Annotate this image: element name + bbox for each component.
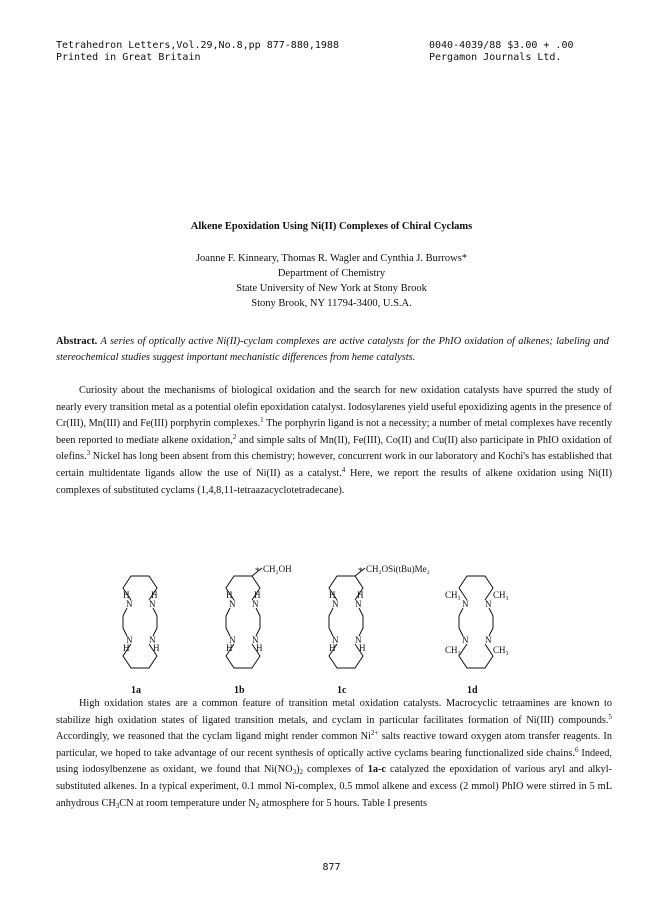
reference-3: 3: [86, 449, 91, 458]
text-run: salts reactive toward oxygen atom transfer reagents. In particular, we hoped to take advantage of our recent synthesis of optically active cyclams bearing functionalized side chains.: [56, 731, 613, 759]
text-run: High oxidation states are a common feature of transition metal oxidation catalysts. Macrocyclic tetraamines are known to stabilize high oxidation states of ligated transition metals, and cyclam in particular facilitates formation of Ni(III) compounds.: [56, 698, 612, 726]
department: Department of Chemistry: [277, 268, 386, 279]
compound-label-1a: 1a: [131, 685, 141, 696]
ch3-group: CH₃: [493, 645, 509, 655]
n-atom: N: [355, 599, 362, 609]
h-atom: H: [151, 590, 158, 600]
text-run: Accordingly, we reasoned that the cyclam ligand might render common Ni: [56, 731, 371, 743]
reference-4: 4: [341, 465, 346, 474]
subscript: 3: [292, 768, 297, 777]
author-names: Joanne F. Kinneary, Thomas R. Wagler and Cynthia J. Burrows*: [195, 253, 468, 264]
h-atom: H: [357, 590, 364, 600]
h-atom: H: [329, 590, 336, 600]
text-run: Nickel has long been absent from this chemistry; however, concurrent work in our laboratory and Kochi's has established that certain multidentate ligands allow the use of Ni(II) as a catalyst.: [56, 451, 612, 479]
university: State University of New York at Stony Brook: [236, 283, 427, 294]
text-run: Indeed, using iodosylbenzene as oxidant, we found that Ni(NO: [56, 747, 612, 776]
h-atom: H: [254, 590, 261, 600]
text-run: The porphyrin ligand is not a necessity; a number of metal complexes have recently been reported to mediate alkene oxidation,: [56, 418, 612, 446]
n-atom: N: [149, 599, 156, 609]
h-atom: H: [359, 643, 366, 653]
running-header-right: [429, 40, 574, 64]
n-atom: N: [332, 599, 339, 609]
stereocenter-star: *: [255, 566, 260, 576]
n-atom: N: [462, 635, 469, 645]
text-run: and simple salts of Mn(II), Fe(III), Co(II) and Cu(II) also participate in PhIO oxidation of olefins.: [56, 434, 612, 463]
nickel-charge: 2+: [370, 729, 379, 738]
text-run: CN at room temperature under N: [119, 797, 256, 809]
n-atom: N: [229, 635, 236, 645]
reference-6: 6: [574, 745, 579, 754]
author-block: [0, 251, 663, 311]
abstract-text: A series of optically active Ni(II)-cyclam complexes are active catalysts for the PhIO oxidation of alkenes; labeling and stereochemical studies suggest important mechanistic differences from heme catalysts.: [56, 336, 609, 363]
ch2osi-substituent: CH₂OSi(tBu)Me₂: [366, 564, 430, 574]
nh-atom: H: [123, 590, 130, 600]
n-atom: N: [252, 599, 259, 609]
n-atom: N: [252, 635, 259, 645]
compound-label-1b: 1b: [234, 685, 245, 696]
stereocenter-star: *: [358, 566, 363, 576]
ch3-group: CH₃: [493, 590, 509, 600]
structure-1d: [459, 576, 493, 668]
abstract: [56, 334, 609, 365]
h-atom: H: [226, 643, 233, 653]
n-atom: N: [355, 635, 362, 645]
structure-1c: [329, 568, 365, 668]
printed-location: Printed in Great Britain: [56, 52, 201, 63]
reference-5: 5: [608, 712, 612, 721]
text-run: atmosphere for 5 hours. Table I presents: [259, 797, 427, 809]
ch3-group: CH₃: [445, 645, 461, 655]
compound-ref: 1a-c: [367, 764, 386, 776]
n-atom: N: [126, 635, 133, 645]
subscript: 2: [299, 768, 304, 777]
reference-2: 2: [232, 432, 237, 441]
compound-label-1c: 1c: [337, 685, 347, 696]
text-run: catalyzed the epoxidation of various aryl and alkyl-substituted alkenes. In a typical experiment, 0.1 mmol Ni-complex, 0.5 mmol alkene and excess (2 mmol) PhIO were stirred in 5 mL anhydrous CH: [56, 764, 612, 809]
publisher: Pergamon Journals Ltd.: [429, 52, 562, 63]
n-atom: N: [332, 635, 339, 645]
structure-1b: [226, 568, 262, 668]
n-atom: N: [149, 635, 156, 645]
subscript: 3: [115, 801, 120, 810]
h-atom: H: [226, 590, 233, 600]
body-paragraph-2: [56, 696, 612, 812]
text-run: ): [296, 764, 300, 776]
n-atom: N: [126, 599, 133, 609]
h-atom: H: [153, 643, 160, 653]
page-number: 877: [322, 862, 341, 873]
cyclam-structures-figure: [95, 562, 575, 702]
body-paragraph-1: [56, 383, 612, 499]
reference-1: 1: [260, 416, 264, 425]
text-run: Here, we report the results of alkene oxidation using Ni(II) complexes of substituted cyclams (1,4,8,11-tetraazacyclotetradecane).: [56, 467, 612, 496]
n-atom: N: [462, 599, 469, 609]
article-title: Alkene Epoxidation Using Ni(II) Complexes of Chiral Cyclams: [190, 221, 473, 232]
abstract-label: Abstract.: [56, 336, 98, 347]
h-atom: H: [329, 643, 336, 653]
text-run: complexes of: [303, 764, 368, 776]
h-atom: H: [123, 643, 130, 653]
text-run: Curiosity about the mechanisms of biological oxidation and the search for new oxidation catalysts have spurred the study of nearly every transition metal as a potential olefin epoxidation catalyst. Iodosylarenes yield useful epoxidizing agents in the presence of Cr(III), Mn(III) and Fe(III) porphyrin complexes.: [56, 385, 612, 430]
n-atom: N: [485, 599, 492, 609]
issn-price: 0040-4039/88 $3.00 + .00: [429, 40, 574, 51]
n-atom: N: [229, 599, 236, 609]
ch2oh-substituent: CH₂OH: [263, 564, 292, 574]
subscript: 2: [255, 801, 260, 810]
address: Stony Brook, NY 11794-3400, U.S.A.: [251, 298, 412, 309]
compound-label-1d: 1d: [467, 685, 478, 696]
running-header-left: [56, 40, 339, 64]
ch3-group: CH₃: [445, 590, 461, 600]
journal-citation: Tetrahedron Letters,Vol.29,No.8,pp 877-880,1988: [56, 40, 339, 51]
n-atom: N: [485, 635, 492, 645]
h-atom: H: [256, 643, 263, 653]
